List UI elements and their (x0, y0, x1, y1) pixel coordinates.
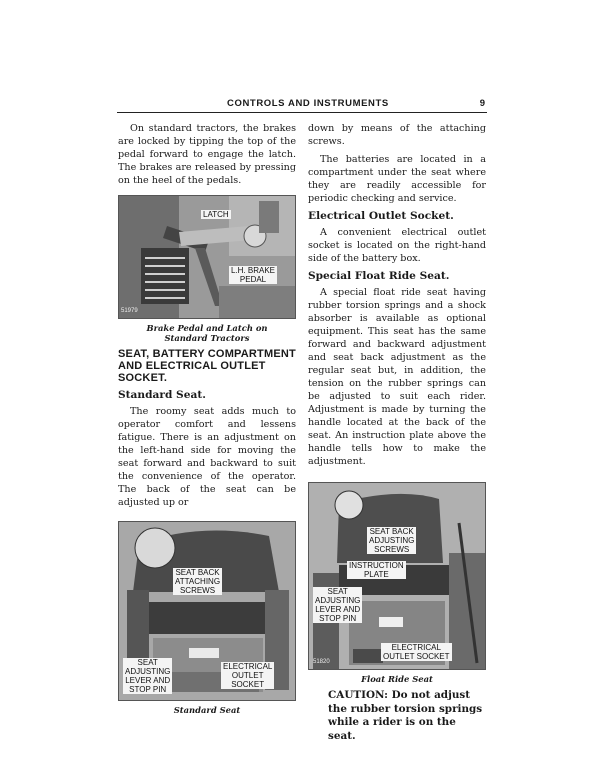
batteries-paragraph: The batteries are located in a compartment under the seat where they are readily accessible for periodic checking and service. (308, 154, 486, 204)
outlet-socket-label: ELECTRICAL OUTLET SOCKET (223, 662, 273, 689)
standard-seat-photo (118, 521, 296, 701)
float-ride-heading: Special Float Ride Seat. (308, 270, 450, 282)
outlet-socket-heading: Electrical Outlet Socket. (308, 210, 454, 222)
outlet-socket-paragraph: A convenient electrical outlet socket is located on the right-hand side of the battery box. (308, 227, 486, 264)
seat-back-screws-label: SEAT BACK ATTACHING SCREWS (175, 568, 221, 595)
brake-caption-line1: Brake Pedal and Latch on (146, 323, 268, 333)
page-header (117, 98, 487, 113)
seat-back-adjusting-screws-label: SEAT BACK ADJUSTING SCREWS (369, 527, 415, 554)
float-outlet-socket-label: ELECTRICAL OUTLET SOCKET (383, 643, 450, 661)
brake-pedal-photo (118, 195, 296, 319)
standard-seat-heading: Standard Seat. (118, 389, 206, 401)
instruction-plate-label: INSTRUCTION PLATE (349, 561, 404, 579)
brake-paragraph: On standard tractors, the brakes are locked by tipping the top of the pedal forward to engage the latch. The brakes are released by pressing on the heel of the pedals. (118, 123, 296, 186)
seat-lever-label: SEAT ADJUSTING LEVER AND STOP PIN (125, 658, 171, 694)
page-number: 9 (479, 98, 485, 109)
header-title: CONTROLS AND INSTRUMENTS (227, 98, 389, 109)
screws-paragraph: down by means of the attaching screws. (308, 123, 486, 147)
float-seat-lever-label: SEAT ADJUSTING LEVER AND STOP PIN (315, 587, 361, 623)
right-column (308, 122, 486, 743)
caution-note: CAUTION: Do not adjust the rubber torsion springs while a rider is on the seat. (328, 689, 483, 742)
brake-figure-caption (118, 323, 296, 343)
float-ride-paragraph: A special float ride seat having rubber torsion springs and a shock absorber is available as optional equipment. This seat has the same forward and backward adjustment and seat back adjustment as the regular seat but, in addition, the tension on the rubber springs can be adjusted to suit each rider. Adjustment is made by turning the handle located at the back of the seat. An instruction plate above the handle tells how to make the adjustment. (308, 287, 486, 467)
float-ride-caption: Float Ride Seat (361, 674, 433, 684)
float-figure-number: 51820 (313, 659, 330, 665)
seat-section-heading: SEAT, BATTERY COMPARTMENT AND ELECTRICAL OUTLET SOCKET. (118, 348, 296, 384)
standard-seat-paragraph: The roomy seat adds much to operator comfort and lessens fatigue. There is an adjustment on the left-hand side for moving the seat forward and backward to suit the convenience of the operator. The back of the seat can be adjusted up or (118, 406, 296, 508)
figure-number: 51979 (121, 308, 138, 314)
brake-pedal-label: L.H. BRAKE PEDAL (231, 266, 276, 284)
standard-seat-caption: Standard Seat (173, 705, 241, 715)
float-ride-seat-photo (308, 482, 486, 670)
brake-caption-line2: Standard Tractors (164, 333, 250, 343)
left-column (118, 122, 296, 720)
latch-label: LATCH (203, 210, 229, 219)
